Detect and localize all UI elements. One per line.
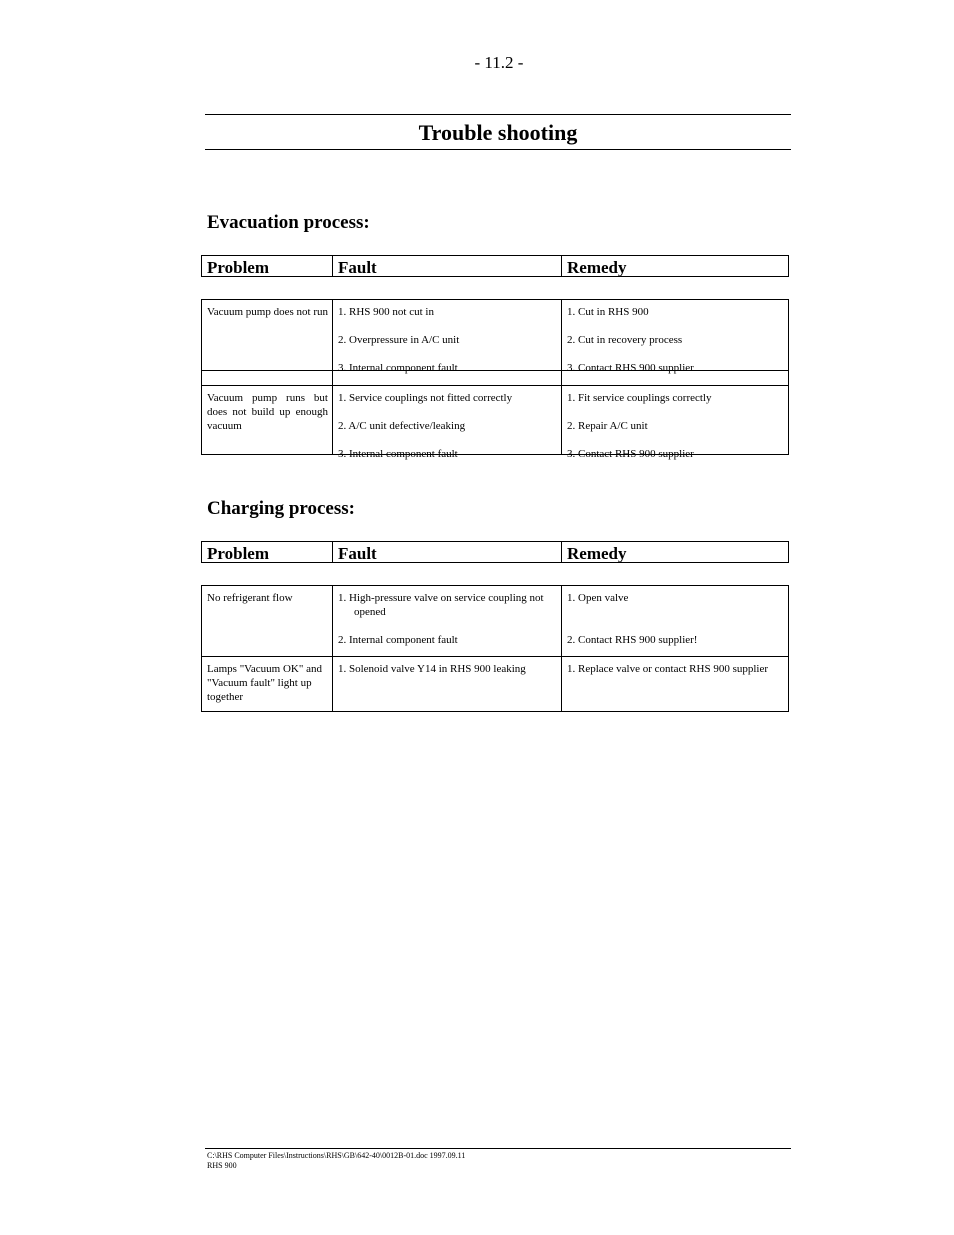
page-number: - 11.2 - — [474, 53, 524, 72]
problem-cell: Vacuum pump runs but does not build up enough vacuum — [207, 392, 328, 432]
charging-table-header — [201, 541, 789, 563]
footer — [207, 1151, 465, 1171]
remedy-cell — [561, 300, 788, 374]
remedy-item: 3. Contact RHS 900 supplier — [567, 448, 694, 460]
fault-item: 2. Overpressure in A/C unit — [338, 334, 460, 346]
remedy-cell — [561, 657, 788, 711]
fault-item: 3. Internal component fault — [338, 448, 458, 460]
header-remedy: Remedy — [561, 256, 788, 276]
footer-divider — [205, 1148, 791, 1149]
fault-item: 2. Internal component fault — [338, 634, 458, 646]
fault-item: 3. Internal component fault — [338, 362, 458, 374]
remedy-cell — [561, 586, 788, 656]
fault-cell — [332, 657, 561, 711]
remedy-cell — [561, 386, 788, 460]
evacuation-table — [201, 299, 789, 460]
header-problem: Problem — [207, 258, 270, 277]
table-row — [202, 300, 788, 374]
fault-cell — [332, 586, 561, 656]
table-row — [202, 586, 788, 656]
fault-item: 1. Solenoid valve Y14 in RHS 900 leaking — [338, 663, 526, 675]
remedy-item: 1. Cut in RHS 900 — [567, 306, 649, 318]
footer-path: C:\RHS Computer Files\Instructions\RHS\GB\642-40\0012B-01.doc 1997.09.11 — [207, 1151, 466, 1160]
evacuation-table-header — [201, 255, 789, 277]
remedy-item: 1. Replace valve or contact RHS 900 supplier — [567, 663, 769, 675]
remedy-item: 2. Cut in recovery process — [567, 334, 683, 346]
header-remedy: Remedy — [561, 542, 788, 562]
table-row — [202, 656, 788, 711]
remedy-item: 1. Fit service couplings correctly — [567, 392, 712, 404]
header-problem: Problem — [207, 544, 270, 563]
problem-cell: No refrigerant flow — [207, 592, 293, 604]
header-fault: Fault — [332, 542, 561, 562]
fault-item: 1. RHS 900 not cut in — [338, 306, 434, 318]
fault-item: 1. Service couplings not fitted correctly — [338, 392, 513, 404]
remedy-item: 2. Contact RHS 900 supplier! — [567, 634, 698, 646]
header-fault: Fault — [332, 256, 561, 276]
table-row — [202, 385, 788, 460]
charging-table — [201, 585, 789, 712]
charging-heading: Charging process: — [207, 498, 355, 519]
problem-cell: Lamps "Vacuum OK" and "Vacuum fault" light up together — [207, 663, 322, 703]
fault-item: 2. A/C unit defective/leaking — [338, 420, 466, 432]
problem-cell: Vacuum pump does not run — [207, 306, 328, 318]
evacuation-heading: Evacuation process: — [207, 212, 370, 233]
remedy-item: 3. Contact RHS 900 supplier — [567, 362, 694, 374]
page-title: Trouble shooting — [205, 114, 791, 150]
remedy-item: 2. Repair A/C unit — [567, 420, 648, 432]
fault-cell — [332, 300, 561, 374]
fault-item: 1. High-pressure valve on service coupling not opened — [338, 592, 544, 618]
spacer-row — [202, 370, 788, 385]
fault-cell — [332, 386, 561, 460]
remedy-item: 1. Open valve — [567, 592, 629, 604]
footer-product: RHS 900 — [207, 1161, 237, 1170]
